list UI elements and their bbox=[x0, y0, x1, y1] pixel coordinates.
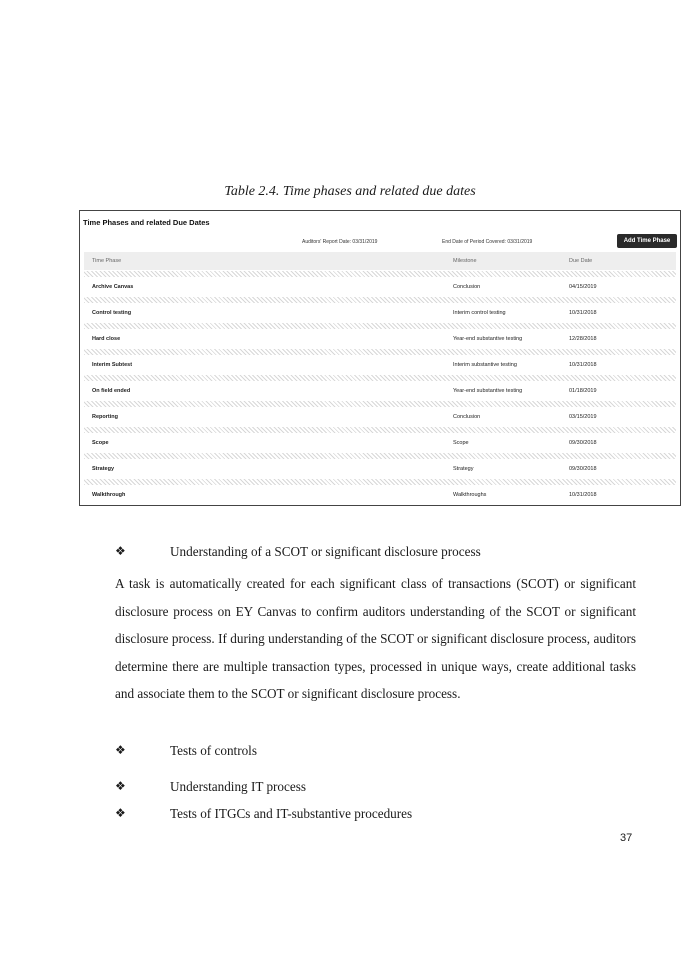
row-separator bbox=[84, 375, 676, 381]
due-date-cell: 01/18/2019 bbox=[569, 388, 597, 394]
header-milestone: Milestone bbox=[453, 258, 477, 264]
table-row[interactable] bbox=[84, 382, 676, 400]
end-date-period: End Date of Period Covered: 03/31/2019 bbox=[442, 239, 533, 245]
milestone-cell: Strategy bbox=[453, 466, 474, 472]
table-row[interactable] bbox=[84, 486, 676, 504]
due-date-cell: 04/15/2019 bbox=[569, 284, 597, 290]
row-separator bbox=[84, 479, 676, 485]
milestone-cell: Year-end substantive testing bbox=[453, 388, 523, 394]
diamond-bullet-icon: ❖ bbox=[115, 743, 126, 757]
milestone-cell: Conclusion bbox=[453, 284, 481, 290]
row-separator bbox=[84, 271, 676, 277]
due-date-cell: 10/31/2018 bbox=[569, 310, 597, 316]
time-phase-cell: Strategy bbox=[92, 466, 115, 472]
time-phases-table bbox=[84, 252, 676, 512]
time-phase-cell: Walkthrough bbox=[92, 492, 126, 498]
table-row[interactable] bbox=[84, 408, 676, 426]
row-separator bbox=[84, 349, 676, 355]
milestone-cell: Year-end substantive testing bbox=[453, 336, 523, 342]
due-date-cell: 09/30/2018 bbox=[569, 440, 597, 446]
time-phase-cell: Interim Subtest bbox=[92, 362, 133, 368]
time-phase-cell: Control testing bbox=[92, 310, 132, 316]
bullet-text: Tests of controls bbox=[170, 743, 257, 758]
page-number: 37 bbox=[620, 832, 633, 844]
table-caption: Table 2.4. Time phases and related due dates bbox=[224, 184, 476, 199]
milestone-cell: Interim substantive testing bbox=[453, 362, 517, 368]
row-separator bbox=[84, 297, 676, 303]
diamond-bullet-icon: ❖ bbox=[115, 544, 126, 558]
time-phase-cell: Scope bbox=[92, 440, 109, 446]
row-separator bbox=[84, 427, 676, 433]
table-row[interactable] bbox=[84, 304, 676, 322]
diamond-bullet-icon: ❖ bbox=[115, 806, 126, 820]
header-due-date: Due Date bbox=[569, 258, 593, 264]
due-date-cell: 03/15/2019 bbox=[569, 414, 597, 420]
table-row[interactable] bbox=[84, 278, 676, 296]
due-date-cell: 10/31/2018 bbox=[569, 362, 597, 368]
row-separator bbox=[84, 323, 676, 329]
bullet-text: Understanding of a SCOT or significant disclosure process bbox=[170, 544, 481, 559]
table-header bbox=[84, 252, 676, 270]
figure-title: Time Phases and related Due Dates bbox=[83, 218, 210, 227]
row-separator bbox=[84, 453, 676, 459]
table-row[interactable] bbox=[84, 356, 676, 374]
table-row[interactable] bbox=[84, 434, 676, 452]
time-phase-cell: Archive Canvas bbox=[92, 284, 134, 290]
table-row[interactable] bbox=[84, 330, 676, 348]
milestone-cell: Interim control testing bbox=[453, 310, 506, 316]
time-phase-cell: Reporting bbox=[92, 414, 118, 420]
milestone-cell: Conclusion bbox=[453, 414, 481, 420]
bullet-text: Understanding IT process bbox=[170, 779, 306, 794]
milestone-cell: Scope bbox=[453, 440, 469, 446]
bullet-text: Tests of ITGCs and IT-substantive procedures bbox=[170, 806, 413, 821]
milestone-cell: Walkthroughs bbox=[453, 492, 487, 498]
time-phase-cell: Hard close bbox=[92, 336, 121, 342]
header-time-phase: Time Phase bbox=[92, 258, 122, 264]
scot-paragraph: A task is automatically created for each significant class of transactions (SCOT) or significant disclosure process on EY Canvas to confirm auditors understanding of the SCOT or significant disclosure process. If during understanding of the SCOT or significant disclosure process, auditors determine there are multiple transaction types, processed in unique ways, create additional tasks and associate them to the SCOT or significant disclosure process. bbox=[115, 576, 636, 701]
due-date-cell: 12/28/2018 bbox=[569, 336, 597, 342]
row-separator bbox=[84, 401, 676, 407]
table-row[interactable] bbox=[84, 460, 676, 478]
auditors-report-date: Auditors' Report Date: 03/31/2019 bbox=[302, 239, 378, 245]
diamond-bullet-icon: ❖ bbox=[115, 779, 126, 793]
time-phases-figure bbox=[79, 210, 681, 506]
add-time-phase-button[interactable]: Add Time Phase bbox=[617, 234, 677, 248]
due-date-cell: 10/31/2018 bbox=[569, 492, 597, 498]
due-date-cell: 09/30/2018 bbox=[569, 466, 597, 472]
time-phase-cell: On field ended bbox=[92, 388, 131, 394]
